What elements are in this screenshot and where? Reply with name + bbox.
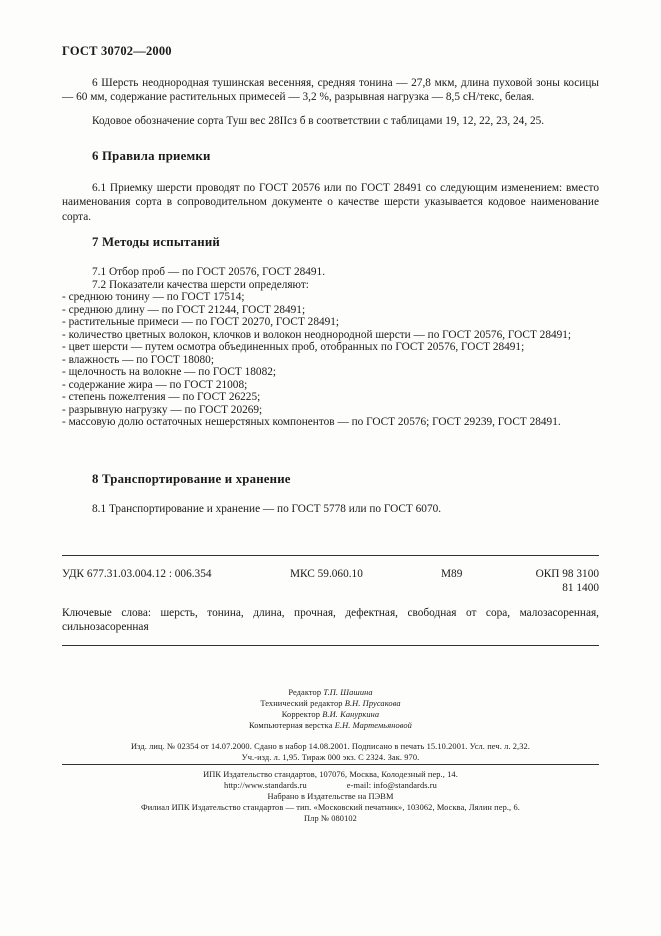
item-6-code: Кодовое обозначение сорта Туш вес 28IIсз б в соответствии с таблицами 19, 12, 22, 23, 24, 25. (92, 115, 545, 127)
list-item: - щелочность на волокне — по ГОСТ 18082; (62, 366, 277, 378)
corrector-label: Корректор (281, 710, 321, 719)
item-6-text: 6 Шерсть неоднородная тушинская весенняя, средняя тонина — 27,8 мкм, длина пуховой зоны косицы — 60 мм, содержание растительных примесей — 3,2 %, разрывная нагрузка — 8,5 сН/текс, белая. (62, 77, 599, 104)
okp-code-line2: 81 1400 (562, 582, 599, 594)
tech-editor-name: В.Н. Прусакова (344, 699, 401, 708)
publication-line-2: Уч.-изд. л. 1,95. Тираж 000 экз. С 2324. Зак. 970. (241, 753, 420, 762)
section-7-2: 7.2 Показатели качества шерсти определяют: (92, 278, 309, 291)
mks-code: МКС 59.060.10 (290, 568, 363, 580)
website-text: http://www.standards.ru (224, 781, 307, 790)
udk-code: УДК 677.31.03.004.12 : 006.354 (62, 568, 212, 580)
address-line-5: Плр № 080102 (304, 814, 357, 823)
email-text: e-mail: info@standards.ru (346, 781, 437, 790)
list-item: - степень пожелтения — по ГОСТ 26225; (62, 391, 261, 403)
section-7-body (62, 266, 599, 429)
okp-code (528, 567, 599, 595)
imprint-publication (62, 741, 599, 763)
address-line-3: Набрано в Издательстве на ПЭВМ (267, 792, 394, 801)
divider-top (62, 555, 599, 556)
divider-bottom (62, 645, 599, 646)
section-8-heading: 8 Транспортирование и хранение (92, 472, 291, 486)
layout-name: Е.Н. Мартемьяновой (334, 721, 412, 730)
editor-name: Т.П. Шашина (323, 688, 373, 697)
layout-label: Компьютерная верстка (249, 721, 333, 730)
editor-label: Редактор (288, 688, 322, 697)
section-7-heading: 7 Методы испытаний (92, 235, 220, 249)
address-line-1: ИПК Издательство стандартов, 107076, Москва, Колодезный пер., 14. (203, 770, 458, 779)
address-line-4: Филиал ИПК Издательство стандартов — тип. «Московский печатник», 103062, Москва, Лялин пер., 6. (141, 803, 520, 812)
okp-code-line1: ОКП 98 3100 (535, 568, 599, 580)
corrector-name: В.И. Кануркина (322, 710, 380, 719)
list-item: - влажность — по ГОСТ 18080; (62, 353, 214, 366)
list-item: - среднюю длину — по ГОСТ 21244, ГОСТ 28491; (62, 303, 306, 316)
list-item: - содержание жира — по ГОСТ 21008; (62, 378, 248, 391)
list-item: - среднюю тонину — по ГОСТ 17514; (62, 291, 245, 303)
m-code: М89 (441, 568, 463, 580)
section-7-1: 7.1 Отбор проб — по ГОСТ 20576, ГОСТ 28491. (92, 266, 326, 278)
document-header-title: ГОСТ 30702—2000 (62, 44, 172, 58)
list-item: - разрывную нагрузку — по ГОСТ 20269; (62, 403, 263, 416)
divider-imprint (62, 764, 599, 765)
list-item: - растительные примеси — по ГОСТ 20270, ГОСТ 28491; (62, 316, 340, 328)
tech-editor-label: Технический редактор (260, 699, 343, 708)
list-item: - количество цветных волокон, клочков и волокон неоднородной шерсти — по ГОСТ 20576, ГОСТ 28491; (62, 328, 572, 341)
imprint-credits (62, 687, 599, 731)
section-6-heading: 6 Правила приемки (92, 149, 211, 163)
list-item: - массовую долю остаточных нешерстяных компонентов — по ГОСТ 20576; ГОСТ 29239, ГОСТ 28491. (62, 416, 561, 428)
section-6-paragraph: 6.1 Приемку шерсти проводят по ГОСТ 20576 или по ГОСТ 28491 со следующим изменением: вместо наименования сорта в сопроводительном документе о качестве шерсти указывается кодовое наименование сорта. (62, 182, 599, 223)
imprint-address (62, 769, 599, 824)
list-item: - цвет шерсти — путем осмотра объединенных проб, отобранных по ГОСТ 20576, ГОСТ 28491; (62, 341, 525, 353)
keywords: Ключевые слова: шерсть, тонина, длина, прочная, дефектная, свободная от сора, малозасоренная, сильнозасоренная (62, 607, 599, 634)
publication-line-1: Изд. лиц. № 02354 от 14.07.2000. Сдано в набор 14.08.2001. Подписано в печать 15.10.2001. Усл. печ. л. 2,32. (130, 742, 530, 751)
section-8-paragraph: 8.1 Транспортирование и хранение — по ГОСТ 5778 или по ГОСТ 6070. (92, 503, 442, 515)
